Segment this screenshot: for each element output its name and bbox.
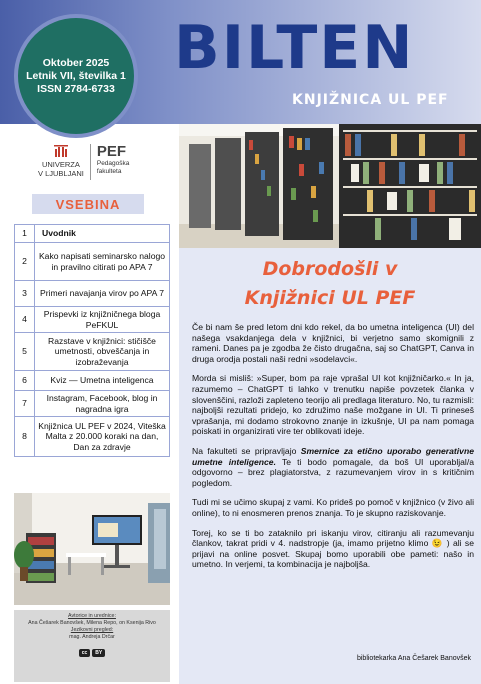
cc-icon: cc <box>79 649 91 657</box>
toc-row <box>15 371 170 391</box>
toc-number: 1 <box>15 225 35 243</box>
credits-authors-label: Avtorice in urednice: <box>68 613 116 619</box>
toc-number: 4 <box>15 307 35 333</box>
article-heading-line1: Dobrodošli v <box>262 258 398 280</box>
toc-number: 3 <box>15 281 35 307</box>
issue-date: Oktober 2025 <box>42 56 110 69</box>
table-of-contents <box>14 224 170 457</box>
credits-authors: Ana Češarek Banovšek, Milena Repo, on Ksenija Rivo <box>28 620 156 626</box>
credits-box <box>14 610 170 682</box>
university-logo <box>38 144 129 180</box>
faculty-name: Pedagoška fakulteta <box>96 160 130 175</box>
toc-number: 8 <box>15 417 35 457</box>
toc-entry: Kviz — Umetna inteligenca <box>35 371 170 391</box>
university-crest-icon <box>54 144 68 158</box>
article-text: Te ti bodo pomagale, da boš UI uporabljal/a odgovorno – brez plagiatorstva, z razumevanjem virov in s kritičnim pogledom. <box>192 456 474 488</box>
credits-proofreader: mag. Andreja Drčar <box>69 634 115 640</box>
toc-row <box>15 243 170 281</box>
toc-row <box>15 225 170 243</box>
article-heading-line2: Knjižnici UL PEF <box>244 287 416 309</box>
library-subtitle: KNJIŽNICA UL PEF <box>292 92 449 108</box>
library-shelves-illustration <box>179 124 481 248</box>
creative-commons-badge <box>79 649 106 657</box>
exhibition-photo <box>14 493 170 605</box>
toc-entry: Instagram, Facebook, blog in nagradna igra <box>35 391 170 417</box>
issue-volume: Letnik VII, številka 1 <box>26 69 126 82</box>
welcome-article <box>179 248 481 684</box>
article-text: Na fakulteti se pripravljajo <box>192 445 301 456</box>
toc-number: 2 <box>15 243 35 281</box>
toc-entry: Razstave v knjižnici: stičišče umetnosti, obveščanja in izobraževanja <box>35 333 170 371</box>
toc-entry: Primeri navajanja virov po APA 7 <box>35 281 170 307</box>
logo-divider <box>90 144 91 180</box>
toc-number: 5 <box>15 333 35 371</box>
article-signature: bibliotekarka Ana Češarek Banovšek <box>356 655 471 662</box>
contents-heading: VSEBINA <box>32 194 144 214</box>
university-name <box>38 160 84 178</box>
toc-number: 6 <box>15 371 35 391</box>
library-photo <box>179 124 481 248</box>
toc-entry: Kako napisati seminarsko nalogo in pravilno citirati po APA 7 <box>35 243 170 281</box>
issue-info-badge <box>14 14 138 138</box>
cc-by-icon: BY <box>92 649 105 657</box>
article-paragraph: Torej, ko se ti bo zataknilo pri iskanju virov, citiranju ali razumevanju člankov, takrat pridi v 4. nadstropje (ja, imamo prijetno klimo 😉 ) ali se prijavi na online posvet. Skupaj bomo uporabili obe pameti: našo in umetno. In verjemi, ta kombinacija je najboljša. <box>192 527 474 570</box>
exhibition-illustration <box>14 493 170 605</box>
toc-entry: Knjižnica UL PEF v 2024, Viteška Malta z 20.000 koraki na dan, Dan za zdravje <box>35 417 170 457</box>
newsletter-title: BILTEN <box>174 13 415 83</box>
toc-row <box>15 307 170 333</box>
university-name-text: UNIVERZA V LJUBLJANI <box>38 160 84 178</box>
credits-proofreading-label: Jezikovni pregled: <box>70 627 114 633</box>
article-paragraph <box>192 446 474 488</box>
article-paragraph: Če bi nam še pred letom dni kdo rekel, da bo umetna inteligenca (UI) del našega vsakdanjega dela v knjižnici, bi verjetno samo skomignili z rameni. Danes pa je zgodba že čisto drugačna, saj so ChatGPT, Canva in druga orodja postali naši redni »sodelavci«. <box>192 322 474 364</box>
guidelines-emphasis: Smernice za etično uporabo generativne umetne inteligence. <box>192 445 474 467</box>
toc-row <box>15 391 170 417</box>
toc-row <box>15 333 170 371</box>
toc-entry: Uvodnik <box>35 225 170 243</box>
article-paragraph: Morda si misliš: »Super, bom pa raje vprašal UI kot knjižničarko.« In ja, razumemo – ChatGPT ti lahko v trenutku napiše povzetek članka v slovenščini, razloži zapleteno teorijo ali predlaga literaturo. No, tu razmisli: najboljši rezultati pridejo, ko združimo naše možgane in UI. Ti prineseš vprašanja, mi dodamo strokovno znanje in izkušnje, UI pa nam pomaga poiskati in organizirati vire ter oblikovati ideje. <box>192 373 474 437</box>
issue-issn: ISSN 2784-6733 <box>37 82 115 95</box>
faculty-acronym: PEF <box>96 143 127 160</box>
toc-row <box>15 417 170 457</box>
article-paragraph: Tudi mi se učimo skupaj z vami. Ko prideš po pomoč v knjižnico (v živo ali online), to ni enosmeren prenos znanja. To je skupno raziskovanje. <box>192 497 474 518</box>
sidebar <box>0 124 179 684</box>
article-body <box>192 322 474 579</box>
toc-entry: Prispevki iz knjižničnega bloga PeFKUL <box>35 307 170 333</box>
toc-row <box>15 281 170 307</box>
toc-number: 7 <box>15 391 35 417</box>
